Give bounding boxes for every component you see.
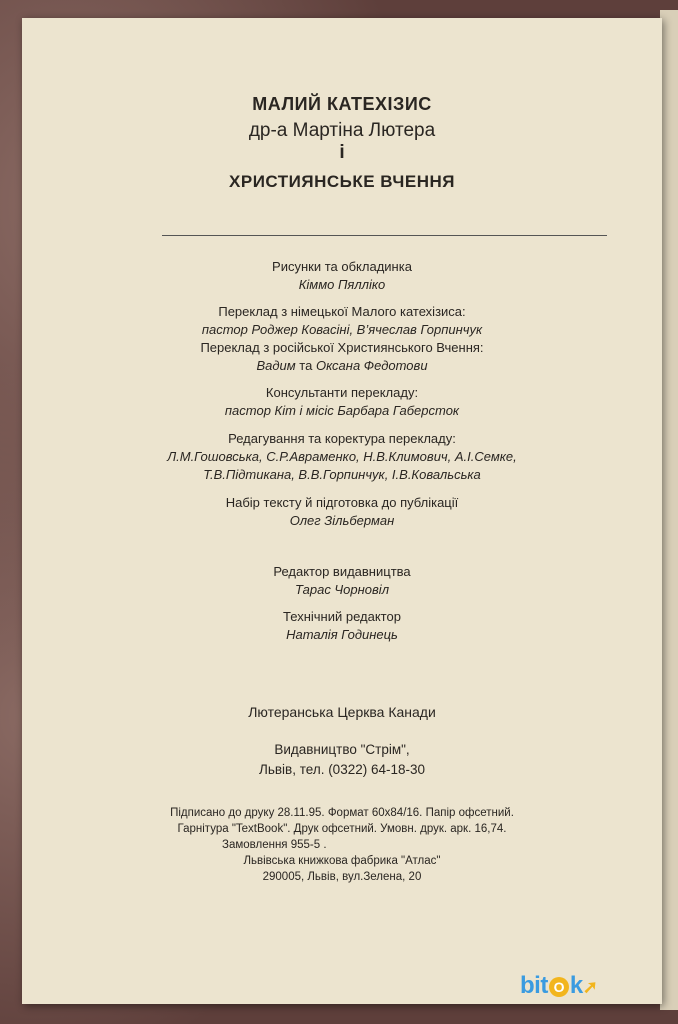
credit-translation: Переклад з німецької Малого катехізиса: пастор Роджер Ковасіні, В’ячеслав Горпинчук Переклад з російської Християнського Вчення: Вадим та Оксана Федотови xyxy=(200,304,484,373)
credit-typesetting: Набір тексту й підготовка до публікації Олег Зільберман xyxy=(225,495,459,528)
title-conjunction: і xyxy=(339,142,345,163)
adjacent-page-edge xyxy=(660,10,678,1010)
title-author: др-а Мартіна Лютера xyxy=(248,120,436,141)
watermark-o-icon: O xyxy=(549,977,569,997)
arrow-icon: ➚ xyxy=(582,977,598,997)
credit-tech-editor: Технічний редактор Наталія Годинець xyxy=(283,609,401,642)
credit-editing: Редагування та коректура перекладу: Л.М.Гошовська, С.Р.Авраменко, Н.В.Климович, А.І.Семке, Т.В.Підтикана, В.В.Горпинчук, І.В.Ковальська xyxy=(167,431,517,482)
credit-illustrations: Рисунки та обкладинка Кіммо Пялліко xyxy=(272,259,412,292)
credit-consultants: Консультанти перекладу: пастор Кіт і місіс Барбара Габерсток xyxy=(224,385,460,418)
publisher-info: Видавництво "Стрім", Львів, тел. (0322) 64-18-30 xyxy=(258,742,426,777)
book-page xyxy=(22,18,662,1004)
title-main: МАЛИЙ КАТЕХІЗИС xyxy=(252,94,432,114)
title-second: ХРИСТИЯНСЬКЕ ВЧЕННЯ xyxy=(229,172,455,191)
divider-line xyxy=(162,235,607,236)
credit-publisher-editor: Редактор видавництва Тарас Чорновіл xyxy=(273,564,411,597)
imprint-block: Підписано до друку 28.11.95. Формат 60x84/16. Папір офсетний. Гарнітура "TextBook". Друк офсетний. Умовн. друк. арк. 16,74. Замовлення 955-5 . Львівська книжкова фабрика "Атлас" 290005, Львів, вул.Зелена, 20 xyxy=(170,807,514,883)
watermark-logo: bit O k➚ xyxy=(520,972,598,999)
publisher-church: Лютеранська Церква Канади xyxy=(248,704,436,720)
